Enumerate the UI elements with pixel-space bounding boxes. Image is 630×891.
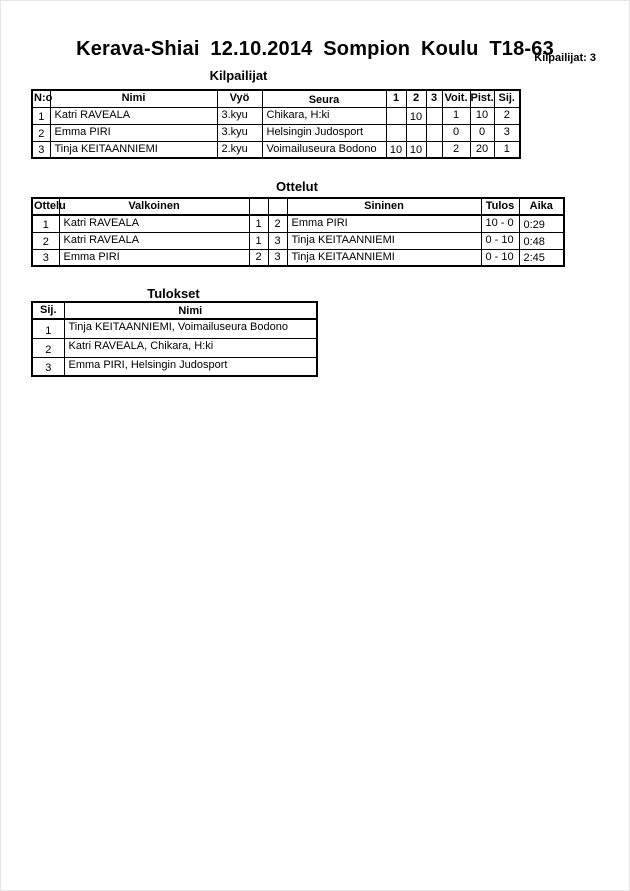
tulokset-row xyxy=(32,357,317,376)
ottelut-row xyxy=(32,249,564,266)
kilpailijat-row xyxy=(32,107,520,124)
cell-pist: 0 xyxy=(470,124,494,141)
cell-tulos: 0 - 10 xyxy=(481,232,519,249)
cell-sij: 1 xyxy=(32,319,64,338)
cell-sininen-num: 3 xyxy=(268,232,287,249)
cell-nimi: Tinja KEITAANNIEMI xyxy=(50,141,217,158)
cell-aika: 0:29 xyxy=(519,215,564,232)
cell-vyo: 3.kyu xyxy=(217,124,262,141)
col-header-seura: Seura xyxy=(262,90,386,107)
cell-no: 2 xyxy=(32,124,50,141)
cell-seura: Voimailuseura Bodono xyxy=(262,141,386,158)
col-header-sij: Sij. xyxy=(494,90,520,107)
col-header-nimi: Nimi xyxy=(64,302,317,319)
cell-nimi: Emma PIRI, Helsingin Judosport xyxy=(64,357,317,376)
cell-ottelu-no: 2 xyxy=(32,232,59,249)
cell-pist: 10 xyxy=(470,107,494,124)
cell-seura: Chikara, H:ki xyxy=(262,107,386,124)
cell-nimi: Emma PIRI xyxy=(50,124,217,141)
tulokset-row xyxy=(32,319,317,338)
cell-vyo: 3.kyu xyxy=(217,107,262,124)
col-header-ottelu: Ottelu xyxy=(32,198,59,215)
kilpailijat-table xyxy=(31,89,521,159)
col-header-tulos: Tulos xyxy=(481,198,519,215)
cell-valkoinen-num: 1 xyxy=(249,232,268,249)
ottelut-row xyxy=(32,232,564,249)
cell-sij: 2 xyxy=(494,107,520,124)
col-header-blank-1 xyxy=(249,198,268,215)
cell-match3 xyxy=(426,107,442,124)
section-title-tulokset: Tulokset xyxy=(147,286,200,301)
col-header-aika: Aika xyxy=(519,198,564,215)
cell-valkoinen: Emma PIRI xyxy=(59,249,249,266)
cell-match2: 10 xyxy=(406,141,426,158)
cell-sininen-num: 2 xyxy=(268,215,287,232)
col-header-match2: 2 xyxy=(406,90,426,107)
tulokset-row xyxy=(32,338,317,357)
cell-no: 3 xyxy=(32,141,50,158)
cell-no: 1 xyxy=(32,107,50,124)
cell-match3 xyxy=(426,124,442,141)
tulokset-table xyxy=(31,301,318,377)
cell-valkoinen: Katri RAVEALA xyxy=(59,215,249,232)
cell-sininen: Tinja KEITAANNIEMI xyxy=(287,232,481,249)
section-title-kilpailijat: Kilpailijat xyxy=(209,68,268,83)
page-title: Kerava-Shiai 12.10.2014 Sompion Koulu T18-63 xyxy=(76,38,554,61)
section-title-ottelut: Ottelut xyxy=(276,179,318,194)
col-header-sij: Sij. xyxy=(32,302,64,319)
col-header-nimi: Nimi xyxy=(50,90,217,107)
cell-valkoinen: Katri RAVEALA xyxy=(59,232,249,249)
cell-nimi: Katri RAVEALA xyxy=(50,107,217,124)
ottelut-table xyxy=(31,197,565,267)
cell-pist: 20 xyxy=(470,141,494,158)
ottelut-header-row xyxy=(32,198,564,215)
col-header-match1: 1 xyxy=(386,90,406,107)
cell-match1 xyxy=(386,124,406,141)
col-header-voit: Voit. xyxy=(442,90,470,107)
tulokset-header-row xyxy=(32,302,317,319)
kilpailijat-header-row xyxy=(32,90,520,107)
kilpailijat-row xyxy=(32,124,520,141)
ottelut-row xyxy=(32,215,564,232)
col-header-blank-2 xyxy=(268,198,287,215)
competitors-count-label: Kilpailijat: 3 xyxy=(534,52,596,64)
cell-sininen: Tinja KEITAANNIEMI xyxy=(287,249,481,266)
kilpailijat-row xyxy=(32,141,520,158)
col-header-valkoinen: Valkoinen xyxy=(59,198,249,215)
cell-aika: 2:45 xyxy=(519,249,564,266)
cell-sij: 3 xyxy=(32,357,64,376)
cell-tulos: 10 - 0 xyxy=(481,215,519,232)
cell-voit: 1 xyxy=(442,107,470,124)
cell-match1 xyxy=(386,107,406,124)
col-header-vyo: Vyö xyxy=(217,90,262,107)
cell-valkoinen-num: 2 xyxy=(249,249,268,266)
cell-voit: 0 xyxy=(442,124,470,141)
cell-voit: 2 xyxy=(442,141,470,158)
cell-sij: 1 xyxy=(494,141,520,158)
col-header-match3: 3 xyxy=(426,90,442,107)
cell-match1: 10 xyxy=(386,141,406,158)
col-header-pist: Pist. xyxy=(470,90,494,107)
cell-match2: 10 xyxy=(406,107,426,124)
cell-match2 xyxy=(406,124,426,141)
cell-ottelu-no: 1 xyxy=(32,215,59,232)
cell-seura: Helsingin Judosport xyxy=(262,124,386,141)
cell-nimi: Tinja KEITAANNIEMI, Voimailuseura Bodono xyxy=(64,319,317,338)
col-header-no: N:o xyxy=(32,90,50,107)
cell-sij: 3 xyxy=(494,124,520,141)
cell-sininen: Emma PIRI xyxy=(287,215,481,232)
cell-nimi: Katri RAVEALA, Chikara, H:ki xyxy=(64,338,317,357)
col-header-sininen: Sininen xyxy=(287,198,481,215)
cell-tulos: 0 - 10 xyxy=(481,249,519,266)
cell-valkoinen-num: 1 xyxy=(249,215,268,232)
cell-vyo: 2.kyu xyxy=(217,141,262,158)
cell-sij: 2 xyxy=(32,338,64,357)
cell-sininen-num: 3 xyxy=(268,249,287,266)
cell-match3 xyxy=(426,141,442,158)
cell-aika: 0:48 xyxy=(519,232,564,249)
cell-ottelu-no: 3 xyxy=(32,249,59,266)
